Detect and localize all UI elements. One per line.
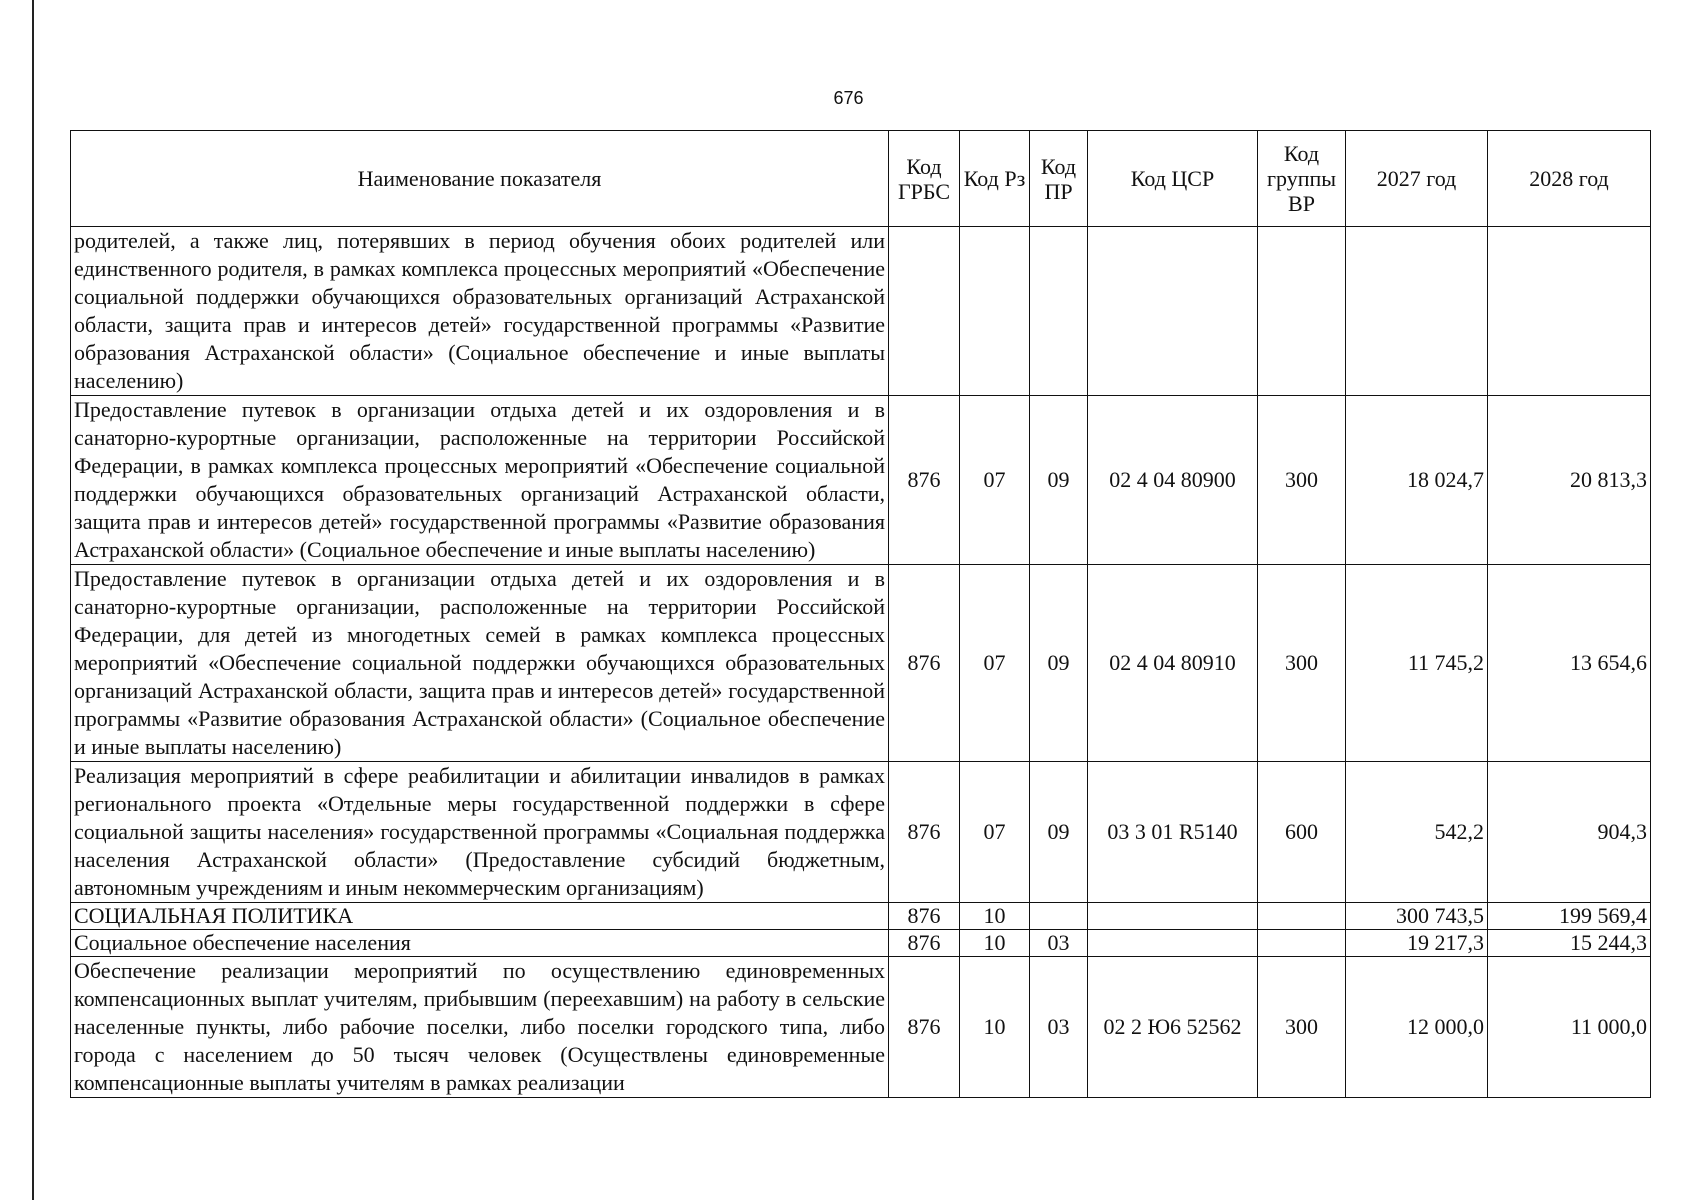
row-2028 bbox=[1488, 227, 1651, 396]
row-grbs: 876 bbox=[889, 565, 960, 762]
header-name: Наименование показателя bbox=[71, 131, 889, 227]
row-2028: 13 654,6 bbox=[1488, 565, 1651, 762]
row-2028: 15 244,3 bbox=[1488, 930, 1651, 957]
row-csr: 02 4 04 80900 bbox=[1088, 396, 1258, 565]
table-row bbox=[71, 957, 1651, 1098]
row-name: Социальное обеспечение населения bbox=[71, 930, 889, 957]
row-name: СОЦИАЛЬНАЯ ПОЛИТИКА bbox=[71, 903, 889, 930]
row-rz: 07 bbox=[960, 396, 1030, 565]
section-row bbox=[71, 903, 1651, 930]
row-vr: 300 bbox=[1258, 396, 1346, 565]
row-pr bbox=[1030, 903, 1088, 930]
page-number: 676 bbox=[833, 88, 864, 108]
row-grbs bbox=[889, 227, 960, 396]
header-2027: 2027 год bbox=[1346, 131, 1488, 227]
header-rz: Код Рз bbox=[960, 131, 1030, 227]
row-2028: 11 000,0 bbox=[1488, 957, 1651, 1098]
row-name: родителей, а также лиц, потерявших в период обучения обоих родителей или единственного родителя, в рамках комплекса процессных мероприятий «Обеспечение социальной поддержки обучающихся образовательных организаций Астраханской области, защита прав и интересов детей» государственной программы «Развитие образования Астраханской области» (Социальное обеспечение и иные выплаты населению) bbox=[71, 227, 889, 396]
table-header-row bbox=[71, 131, 1651, 227]
row-2027: 19 217,3 bbox=[1346, 930, 1488, 957]
row-pr: 03 bbox=[1030, 930, 1088, 957]
row-pr bbox=[1030, 227, 1088, 396]
row-2027: 12 000,0 bbox=[1346, 957, 1488, 1098]
row-2028: 199 569,4 bbox=[1488, 903, 1651, 930]
row-pr: 03 bbox=[1030, 957, 1088, 1098]
row-2027: 300 743,5 bbox=[1346, 903, 1488, 930]
row-vr: 600 bbox=[1258, 762, 1346, 903]
header-2028: 2028 год bbox=[1488, 131, 1651, 227]
row-name: Предоставление путевок в организации отдыха детей и их оздоровления и в санаторно-курортные организации, расположенные на территории Российской Федерации, в рамках комплекса процессных мероприятий «Обеспечение социальной поддержки обучающихся образовательных организаций Астраханской области, защита прав и интересов детей» государственной программы «Развитие образования Астраханской области» (Социальное обеспечение и иные выплаты населению) bbox=[71, 396, 889, 565]
row-vr bbox=[1258, 903, 1346, 930]
header-vr: Код группы ВР bbox=[1258, 131, 1346, 227]
row-grbs: 876 bbox=[889, 957, 960, 1098]
row-vr: 300 bbox=[1258, 565, 1346, 762]
row-rz: 10 bbox=[960, 930, 1030, 957]
row-grbs: 876 bbox=[889, 930, 960, 957]
row-csr: 02 2 Ю6 52562 bbox=[1088, 957, 1258, 1098]
table-row bbox=[71, 396, 1651, 565]
table-row bbox=[71, 227, 1651, 396]
row-vr bbox=[1258, 930, 1346, 957]
table-row bbox=[71, 565, 1651, 762]
row-csr: 03 3 01 R5140 bbox=[1088, 762, 1258, 903]
row-csr bbox=[1088, 903, 1258, 930]
row-rz: 07 bbox=[960, 565, 1030, 762]
header-pr: Код ПР bbox=[1030, 131, 1088, 227]
table-row bbox=[71, 762, 1651, 903]
row-vr bbox=[1258, 227, 1346, 396]
row-rz: 07 bbox=[960, 762, 1030, 903]
row-pr: 09 bbox=[1030, 762, 1088, 903]
row-name: Обеспечение реализации мероприятий по осуществлению единовременных компенсационных выплат учителям, прибывшим (переехавшим) на работу в сельские населенные пункты, либо рабочие поселки, либо поселки городского типа, либо города с населением до 50 тысяч человек (Осуществлены единовременные компенсационные выплаты учителям в рамках реализации bbox=[71, 957, 889, 1098]
row-2028: 904,3 bbox=[1488, 762, 1651, 903]
row-grbs: 876 bbox=[889, 903, 960, 930]
row-name: Предоставление путевок в организации отдыха детей и их оздоровления и в санаторно-курортные организации, расположенные на территории Российской Федерации, для детей из многодетных семей в рамках комплекса процессных мероприятий «Обеспечение социальной поддержки обучающихся образовательных организаций Астраханской области, защита прав и интересов детей» государственной программы «Развитие образования Астраханской области» (Социальное обеспечение и иные выплаты населению) bbox=[71, 565, 889, 762]
row-2027: 542,2 bbox=[1346, 762, 1488, 903]
row-pr: 09 bbox=[1030, 396, 1088, 565]
header-csr: Код ЦСР bbox=[1088, 131, 1258, 227]
header-grbs: Код ГРБС bbox=[889, 131, 960, 227]
row-csr bbox=[1088, 227, 1258, 396]
row-vr: 300 bbox=[1258, 957, 1346, 1098]
row-grbs: 876 bbox=[889, 762, 960, 903]
row-grbs: 876 bbox=[889, 396, 960, 565]
row-2027: 18 024,7 bbox=[1346, 396, 1488, 565]
subsection-row bbox=[71, 930, 1651, 957]
row-2028: 20 813,3 bbox=[1488, 396, 1651, 565]
row-name: Реализация мероприятий в сфере реабилитации и абилитации инвалидов в рамках регионального проекта «Отдельные меры государственной поддержки в сфере социальной защиты населения» государственной программы «Социальная поддержка населения Астраханской области» (Предоставление субсидий бюджетным, автономным учреждениям и иным некоммерческим организациям) bbox=[71, 762, 889, 903]
row-2027: 11 745,2 bbox=[1346, 565, 1488, 762]
row-rz: 10 bbox=[960, 903, 1030, 930]
row-rz: 10 bbox=[960, 957, 1030, 1098]
binding-line bbox=[32, 0, 34, 1200]
row-csr bbox=[1088, 930, 1258, 957]
row-pr: 09 bbox=[1030, 565, 1088, 762]
row-rz bbox=[960, 227, 1030, 396]
row-csr: 02 4 04 80910 bbox=[1088, 565, 1258, 762]
budget-table bbox=[70, 130, 1651, 1098]
row-2027 bbox=[1346, 227, 1488, 396]
